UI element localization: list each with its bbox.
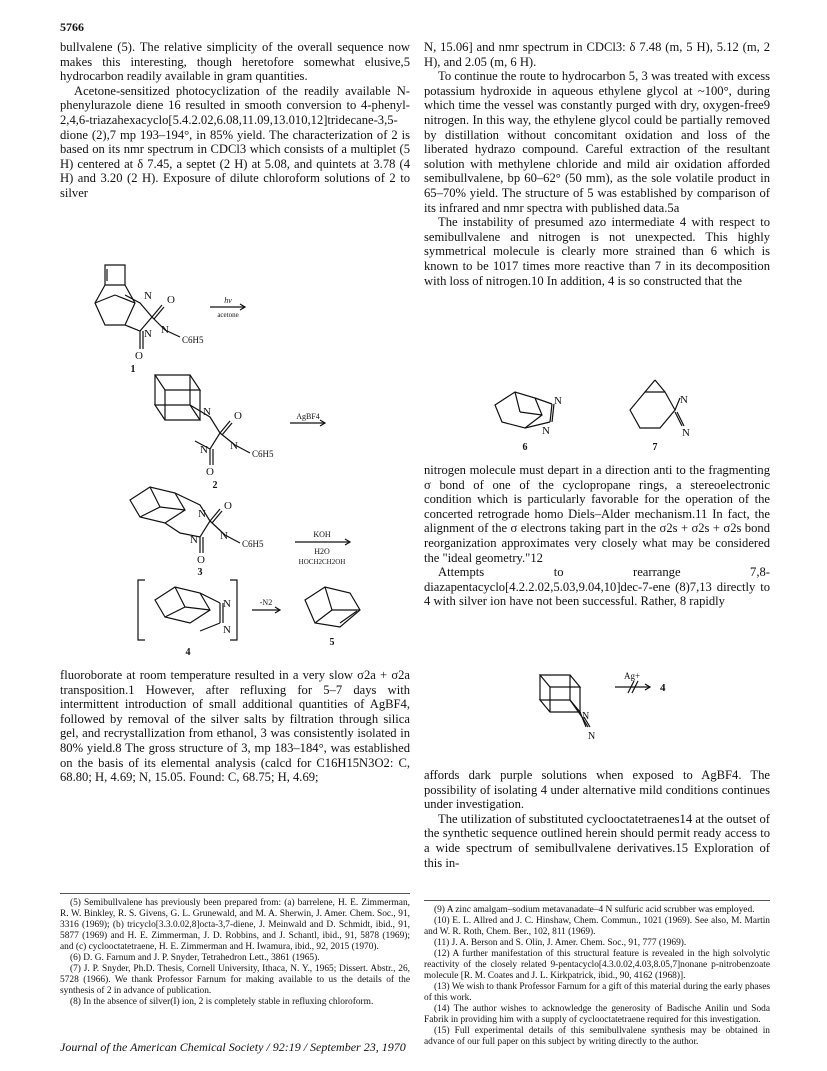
atom-label: O [135, 350, 143, 362]
atom-label: C6H5 [242, 539, 264, 549]
atom-label: N [588, 731, 596, 742]
compound-5-structure [305, 587, 360, 627]
atom-label: N [223, 598, 231, 610]
compound-number: 2 [212, 480, 218, 491]
atom-label: N [190, 534, 198, 546]
page-number: 5766 [60, 20, 84, 34]
scheme-8 [530, 655, 700, 745]
compound-number: 7 [652, 442, 658, 453]
atom-label: O [167, 294, 175, 306]
paragraph: bullvalene (5). The relative simplicity of the overall sequence now makes this interesting, though heretofore somewhat elusive,5 hydrocarbon readily available in gram quantities. [60, 40, 410, 84]
reagent-label: hν [224, 296, 232, 305]
right-column-bottom [424, 768, 770, 870]
atom-label: N [161, 324, 169, 336]
footnote: (11) J. A. Berson and S. Olin, J. Amer. Chem. Soc., 91, 777 (1969). [434, 938, 687, 948]
footnote: (14) The author wishes to acknowledge the generosity of Badische Anilin und Soda Fabrik in providing him with a supply of cyclooctatetraene required for this investigation. [424, 1004, 770, 1025]
atom-label: C6H5 [252, 449, 274, 459]
atom-label: N [230, 440, 238, 452]
atom-label: O [206, 466, 214, 478]
structures-6-7 [470, 370, 740, 455]
reagent-label: Ag+ [624, 671, 641, 681]
left-footnotes [60, 893, 410, 1008]
footnote: (8) In the absence of silver(I) ion, 2 is completely stable in refluxing chloroform. [70, 997, 374, 1007]
paragraph: Attempts to rearrange 7,8-diazapentacyclo[4.2.2.02,5.03,9.04,10]dec-7-ene (8)7,13 directly to 4 with silver ion have not been successful. Rather, 8 rapidly [424, 565, 770, 609]
compound-number: 4 [660, 682, 666, 694]
footnote: (7) J. P. Snyder, Ph.D. Thesis, Cornell University, Ithaca, N. Y., 1965; Dissert. Abstr., 26, 5728 (1966). We thank Professor Farnum for making available to us the details of the synthesis of 2 in advance of publication. [60, 964, 410, 996]
paragraph: nitrogen molecule must depart in a direction anti to the fragmenting σ bond of one of the cyclopropane rings, a stereoelectronic condition which is particularly favorable for the operation of the concerted retrograde homo Diels–Alder mechanism.11 In fact, the alignment of the σ electrons taking part in the σ2s + σ2s + σ2s bond reorganization approximates very closely what may be considered the "ideal geometry."12 [424, 463, 770, 565]
compound-number: 1 [130, 364, 136, 375]
atom-label: O [234, 410, 242, 422]
footnote: (13) We wish to thank Professor Farnum for a gift of this material during the early phases of this work. [424, 982, 770, 1003]
atom-label: N [200, 444, 208, 456]
atom-label: N [223, 624, 231, 636]
reagent-label: HOCH2CH2OH [298, 558, 346, 566]
right-footnotes [424, 900, 770, 1048]
atom-label: O [224, 500, 232, 512]
footnote: (5) Semibullvalene has previously been prepared from: (a) barrelene, H. E. Zimmerman, R. W. Binkley, R. S. Givens, G. L. Grunewald, and M. A. Sherwin, J. Amer. Chem. Soc., 91, 3316 (1969); (b) tricyclo[3.3.0.02,8]octa-3,7-diene, J. Meinwald and D. Schmidt, ibid., 91, 5877 (1969) and H. E. Zimmerman, J. D. Robbins, and J. Schantl, ibid., 91, 5878 (1969); and (c) cyclooctatetraene, H. E. Zimmerman and H. Iwamura, ibid., 92, 2015 (1970). [60, 898, 410, 952]
atom-label: N [198, 508, 206, 520]
compound-number: 6 [522, 442, 528, 453]
atom-label: C6H5 [182, 335, 204, 345]
footnote: (6) D. G. Farnum and J. P. Snyder, Tetrahedron Lett., 3861 (1965). [70, 953, 320, 963]
atom-label: N [144, 328, 152, 340]
paragraph: The utilization of substituted cyclooctatetraenes14 at the outset of the synthetic sequence outlined herein should permit ready access to a wide spectrum of semibullvalene derivatives.15 Exploration of this in- [424, 811, 770, 870]
reagent-label: AgBF4 [296, 412, 320, 421]
reagent-label: acetone [217, 311, 239, 319]
compound-3-structure [130, 487, 240, 553]
paragraph: Acetone-sensitized photocyclization of the readily available N-phenylurazole diene 16 resulted in smooth conversion to 4-phenyl-2,4,6-triazahexacyclo[5.4.2.02,6.08,11.09,13.010,12]tridecane-3,5-dione (2),7 mp 193–194°, in 85% yield. The characterization of 2 is based on its nmr spectrum in CDCl3 which consists of a multiplet (5 H) centered at δ 7.45, a septet (2 H) at 5.08, and quintets at 3.78 (4 H) and 3.20 (2 H). Exposure of dilute chloroform solutions of 2 to silver [60, 83, 410, 200]
compound-number: 4 [185, 647, 191, 658]
atom-label: N [144, 290, 152, 302]
footnote: (10) E. L. Allred and J. C. Hinshaw, Chem. Commun., 1021 (1969). See also, M. Martin and W. R. Roth, Chem. Ber., 102, 811 (1969). [424, 916, 770, 937]
right-column-top [424, 40, 770, 288]
atom-label: N [554, 395, 562, 407]
journal-footer: Journal of the American Chemical Society / 92:19 / September 23, 1970 [60, 1040, 406, 1054]
left-column-top [60, 40, 410, 201]
compound-1-structure [95, 265, 180, 349]
footnote: (9) A zinc amalgam–sodium metavanadate–4 N sulfuric acid scrubber was employed. [434, 905, 755, 915]
reagent-label: -N2 [259, 598, 273, 607]
paragraph: The instability of presumed azo intermediate 4 with respect to semibullvalene and nitrogen is not unexpected. This highly symmetrical molecule is clearly more strained than 6 which is known to be 1017 times more reactive than 7 in its decomposition with loss of nitrogen.10 In addition, 4 is so constructed that the [424, 215, 770, 288]
footnote: (12) A further manifestation of this structural feature is revealed in the high solvolytic reactivity of the closely related 9-pentacyclo[4.3.0.02,4.03,8.05,7]nonane p-nitrobenzoate molecule [R. M. Coates and J. L. Kirkpatrick, ibid., 90, 4162 (1968)]. [424, 949, 770, 981]
atom-label: N [220, 530, 228, 542]
atom-label: O [197, 554, 205, 566]
atom-label: N [680, 394, 688, 406]
compound-number: 5 [329, 637, 335, 648]
left-column-bottom [60, 668, 410, 785]
atom-label: N [682, 427, 690, 439]
reagent-label: KOH [313, 530, 331, 539]
compound-number: 3 [197, 567, 203, 578]
right-column-mid [424, 463, 770, 609]
atom-label: N [542, 425, 550, 437]
atom-label: N [203, 406, 211, 418]
footnote: (15) Full experimental details of this semibullvalene synthesis may be obtained in advance of our full paper on this subject by writing directly to the author. [424, 1026, 770, 1047]
reagent-label: H2O [314, 547, 330, 556]
paragraph: To continue the route to hydrocarbon 5, 3 was treated with excess potassium hydroxide in aqueous ethylene glycol at ~100°, during which time the vessel was constantly purged with dry, oxygen-free9 nitrogen. In this way, the ethylene glycol could be partially removed by distillation without concomitant oxidation and loss of the liberated hydrazo compound. Careful extraction of the resultant solution with methylene chloride and mild air oxidation afforded semibullvalene, bp 60–62° (50 mm), as the sole volatile product in 65–70% yield. The structure of 5 was established by comparison of its infrared and nmr spectra with published data.5a [424, 69, 770, 215]
paragraph: fluoroborate at room temperature resulted in a very slow σ2a + σ2a transposition.1 However, after refluxing for 5–7 days with intermittent introduction of small additional quantities of AgBF4, followed by removal of the silver salts by filtration through silica gel, and recrystallization from ethanol, 3 was consistently isolated in 80% yield.8 The gross structure of 3, mp 183–184°, was established on the basis of its elemental analysis (calcd for C16H15N3O2: C, 68.80; H, 4.69; N, 15.05. Found: C, 68.75; H, 4.69; [60, 668, 410, 785]
reaction-scheme [70, 255, 415, 660]
paragraph: N, 15.06] and nmr spectrum in CDCl3: δ 7.48 (m, 5 H), 5.12 (m, 2 H), and 2.05 (m, 6 H). [424, 40, 770, 69]
atom-label: N [582, 711, 590, 722]
paragraph: affords dark purple solutions when exposed to AgBF4. The possibility of isolating 4 under alternative mild conditions continues under investigation. [424, 768, 770, 812]
